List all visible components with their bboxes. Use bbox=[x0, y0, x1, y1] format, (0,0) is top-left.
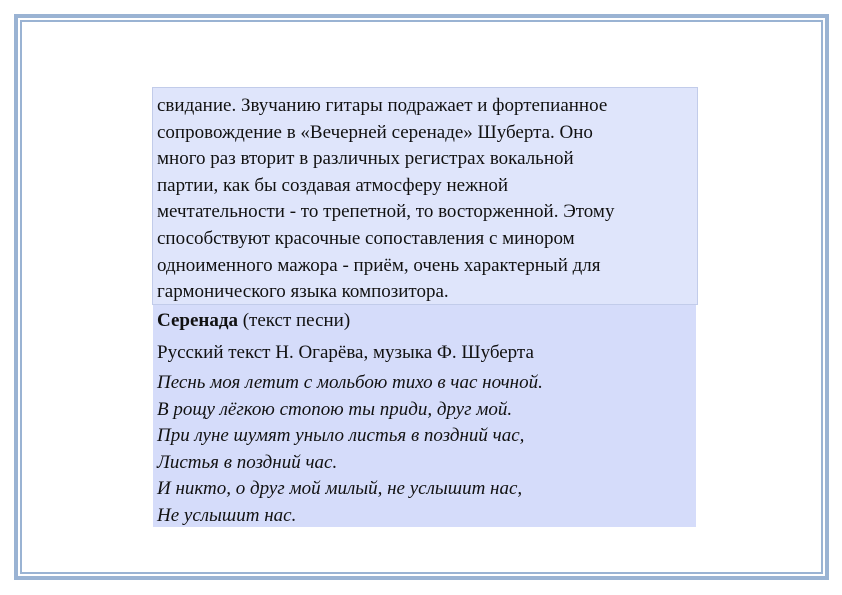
lyrics-line: В рощу лёгкою стопою ты приди, друг мой. bbox=[157, 398, 513, 420]
paragraph-line: гармонического языка композитора. bbox=[157, 281, 449, 303]
paragraph-line: много раз вторит в различных регистрах вокальной bbox=[157, 148, 574, 170]
paragraph-line: способствуют красочные сопоставления с минором bbox=[157, 227, 575, 249]
lyrics-line: Песнь моя летит с мольбою тихо в час ночной. bbox=[157, 372, 543, 393]
paragraph-line: партии, как бы создавая атмосферу нежной bbox=[157, 174, 509, 196]
lyrics-line: Листья в поздний час. bbox=[157, 451, 338, 473]
lyrics-line: И никто, о друг мой милый, не услышит нас, bbox=[157, 478, 523, 499]
paragraph-line: сопровождение в «Вечерней серенаде» Шуберта. Оно bbox=[157, 121, 593, 143]
song-title: Серенада bbox=[157, 310, 238, 331]
paragraph-line: свидание. Звучанию гитары подражает и фортепианное bbox=[157, 95, 608, 116]
song-credits: Русский текст Н. Огарёва, музыка Ф. Шуберта bbox=[157, 342, 534, 363]
song-subtitle: (текст песни) bbox=[237, 310, 351, 331]
paragraph-line: мечтательности - то трепетной, то восторженной. Этому bbox=[157, 201, 615, 223]
lyrics-line: При луне шумят уныло листья в поздний час, bbox=[157, 425, 525, 446]
song-heading bbox=[157, 308, 696, 334]
song-lyrics bbox=[157, 370, 696, 529]
paragraph-line: одноименного мажора - приём, очень характерный для bbox=[157, 254, 601, 276]
song-text-box bbox=[153, 305, 696, 527]
lyrics-line: Не услышит нас. bbox=[157, 504, 297, 526]
paragraph-text-box bbox=[152, 87, 698, 305]
